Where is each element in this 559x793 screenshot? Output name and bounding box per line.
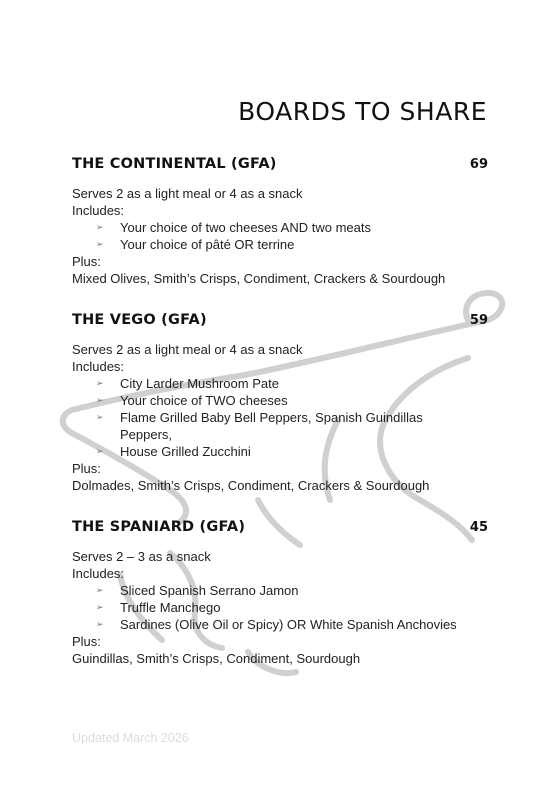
serves-text: Serves 2 – 3 as a snack bbox=[72, 549, 211, 564]
serves-text: Serves 2 as a light meal or 4 as a snack bbox=[72, 186, 303, 201]
plus-label: Plus: bbox=[72, 634, 101, 649]
list-item: ➢ Flame Grilled Baby Bell Peppers, Spanish Guindillas Peppers, bbox=[96, 410, 423, 442]
arrow-bullet-icon: ➢ bbox=[96, 395, 104, 405]
arrow-bullet-icon: ➢ bbox=[96, 378, 104, 388]
list-item: ➢ Your choice of two cheeses AND two meats bbox=[96, 220, 371, 235]
list-item: ➢ House Grilled Zucchini bbox=[96, 444, 251, 459]
arrow-bullet-icon: ➢ bbox=[96, 222, 104, 232]
arrow-bullet-icon: ➢ bbox=[96, 602, 104, 612]
includes-label: Includes: bbox=[72, 566, 125, 581]
board-name: THE VEGO (GFA) bbox=[72, 312, 207, 328]
plus-text: Mixed Olives, Smith’s Crisps, Condiment, Crackers & Sourdough bbox=[72, 271, 446, 286]
includes-list bbox=[72, 375, 488, 460]
arrow-bullet-icon: ➢ bbox=[96, 446, 104, 456]
section-header bbox=[72, 519, 488, 541]
list-item: ➢ City Larder Mushroom Pate bbox=[96, 376, 279, 391]
list-item: ➢ Truffle Manchego bbox=[96, 600, 221, 615]
updated-note: Updated March 2026 bbox=[72, 731, 189, 745]
list-item: ➢ Your choice of TWO cheeses bbox=[96, 393, 288, 408]
plus-label: Plus: bbox=[72, 254, 101, 269]
plus-text: Guindillas, Smith’s Crisps, Condiment, Sourdough bbox=[72, 651, 361, 666]
board-price: 59 bbox=[469, 313, 488, 328]
includes-list bbox=[72, 582, 488, 633]
arrow-bullet-icon: ➢ bbox=[96, 585, 104, 595]
board-vego bbox=[72, 312, 488, 494]
arrow-bullet-icon: ➢ bbox=[96, 239, 104, 249]
board-name: THE CONTINENTAL (GFA) bbox=[72, 156, 277, 172]
page-title: BOARDS TO SHARE bbox=[238, 97, 487, 126]
includes-label: Includes: bbox=[72, 359, 125, 374]
board-name: THE SPANIARD (GFA) bbox=[72, 519, 246, 535]
board-continental bbox=[72, 156, 488, 287]
includes-label: Includes: bbox=[72, 203, 125, 218]
list-item: ➢ Sliced Spanish Serrano Jamon bbox=[96, 583, 299, 598]
section-header bbox=[72, 312, 488, 334]
plus-label: Plus: bbox=[72, 461, 101, 476]
includes-list bbox=[72, 219, 488, 253]
plus-text: Dolmades, Smith’s Crisps, Condiment, Crackers & Sourdough bbox=[72, 478, 430, 493]
arrow-bullet-icon: ➢ bbox=[96, 619, 104, 629]
board-spaniard bbox=[72, 519, 488, 667]
board-price: 69 bbox=[469, 157, 488, 172]
section-header bbox=[72, 156, 488, 178]
list-item: ➢ Sardines (Olive Oil or Spicy) OR White Spanish Anchovies bbox=[96, 617, 457, 632]
board-price: 45 bbox=[469, 520, 488, 535]
list-item: ➢ Your choice of pâté OR terrine bbox=[96, 237, 295, 252]
arrow-bullet-icon: ➢ bbox=[96, 412, 104, 422]
serves-text: Serves 2 as a light meal or 4 as a snack bbox=[72, 342, 303, 357]
